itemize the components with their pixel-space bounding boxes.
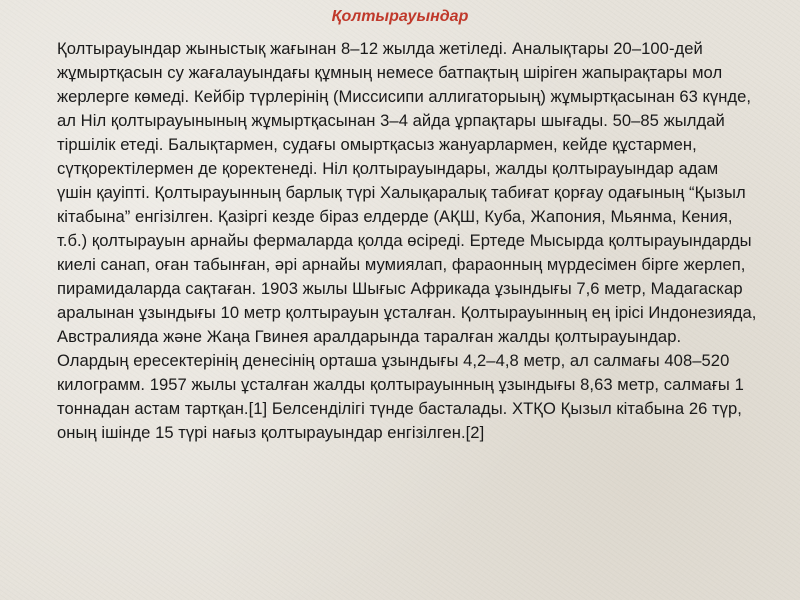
slide-body-text: Қолтырауындар жыныстық жағынан 8–12 жылда жетіледі. Аналықтары 20–100-дей жұмыртқасын су жағалауындағы құмның немесе батпақтың шіріген жапырақтары мол жерлерге көмеді. Кейбір түрлерінің (Миссисипи аллигаторыың) жұмыртқасынан 63 күнде, ал Ніл қолтырауынының жұмыртқасынан 3–4 айда ұрпақтары шығады. 50–85 жылдай тіршілік етеді. Балықтармен, судағы омыртқасыз жануарлармен, кейде құстармен, сүтқоректілермен де қоректенеді. Ніл қолтырауындары, жалды қолтырауындар адам үшін қауіпті. Қолтырауынның барлық түрі Халықаралық табиғат қорғау одағының “Қызыл кітабына” енгізілген. Қазіргі кезде біраз елдерде (АҚШ, Куба, Жапония, Мьянма, Кения, т.б.) қолтырауын арнайы фермаларда қолда өсіреді. Ертеде Мысырда қолтырауындарды киелі санап, оған табынған, әрі арнайы мумиялап, фараонның мүрдесімен бірге жерлеп, пирамидаларда сақтаған. 1903 жылы Шығыс Африкада ұзындығы 7,6 метр, Мадагаскар аралынан ұзындығы 10 метр қолтырауын ұсталған. Қолтырауынның ең ірісі Индонезияда, Австралияда және Жаңа Гвинея аралдарында таралған жалды қолтырауындар. Олардың ересектерінің денесінің орташа ұзындығы 4,2–4,8 метр, ал салмағы 408–520 килограмм. 1957 жылы ұсталған жалды қолтырауынның ұзындығы 8,63 метр, салмағы 1 тоннадан астам тартқан.[1] Белсенділігі түнде басталады. ХТҚО Қызыл кітабына 26 түр, оның ішінде 15 түрі нағыз қолтырауындар енгізілген.[2] [57, 39, 757, 442]
slide-title: Қолтырауындар [331, 8, 469, 25]
